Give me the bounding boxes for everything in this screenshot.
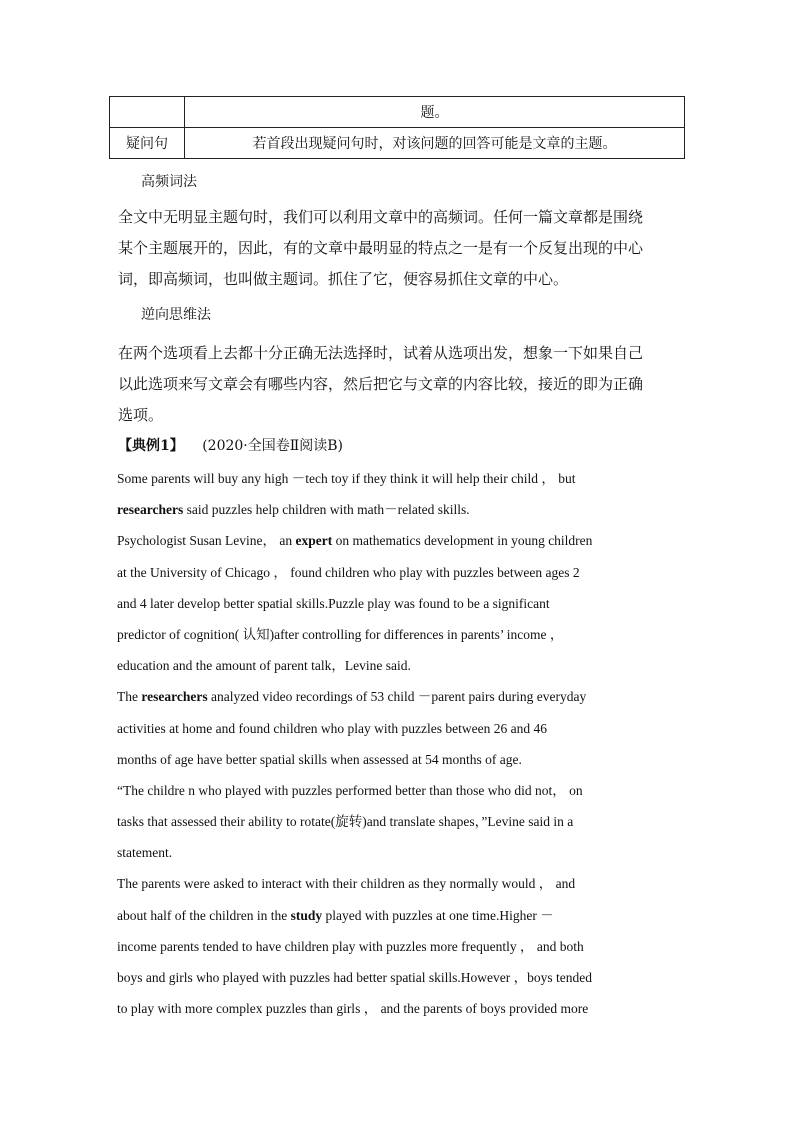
passage-line: months of age have better spatial skills when assessed at 54 months of age.: [117, 751, 522, 767]
table-cell-label: [110, 97, 185, 128]
passage-line: [117, 900, 677, 931]
passage-line: at the University of Chicago ， found children who play with puzzles between ages 2: [117, 564, 580, 580]
passage-line: statement.: [117, 845, 173, 861]
passage-line: tasks that assessed their ability to rotate(旋转)and translate shapes，”Levine said in a: [117, 814, 574, 830]
passage-line: boys and girls who played with puzzles had better spatial skills.However ，boys tended: [117, 970, 593, 985]
example-label: 【典例1】: [118, 438, 184, 454]
heading-high-frequency: 高频词法: [141, 174, 197, 190]
paragraph-line: 选项。: [118, 406, 164, 424]
comparison-table: [109, 96, 685, 159]
table-row: [110, 97, 685, 128]
passage-line: activities at home and found children who play with puzzles between 26 and 46: [117, 720, 548, 736]
passage-line: [117, 525, 677, 556]
passage-line: education and the amount of parent talk，Levine said.: [117, 658, 411, 674]
example-source: (2020·全国卷Ⅱ阅读B): [202, 438, 344, 454]
passage-text: said puzzles help children with math－related skills.: [183, 502, 470, 518]
passage-text: about half of the children in the: [117, 907, 291, 923]
passage-line: and 4 later develop better spatial skills.Puzzle play was found to be a significant: [117, 595, 550, 611]
paragraph-line: 在两个选项看上去都十分正确无法选择时，试着从选项出发，想象一下如果自己: [118, 344, 644, 362]
passage-line: Some parents will buy any high －tech toy if they think it will help their child ， but: [117, 471, 576, 486]
passage-text: Psychologist Susan Levine， an: [117, 533, 296, 549]
passage-text: played with puzzles at one time.Higher －: [322, 907, 554, 923]
paragraph-reverse-thinking: [118, 338, 678, 431]
reading-passage: [117, 463, 677, 1024]
example-header: [118, 435, 343, 455]
passage-text: on mathematics development in young children: [332, 533, 593, 549]
paragraph-line: 某个主题展开的，因此，有的文章中最明显的特点之一是有一个反复出现的中心: [118, 239, 644, 257]
table-cell-text: 题。: [185, 97, 685, 128]
passage-text: analyzed video recordings of 53 child －parent pairs during everyday: [207, 689, 587, 705]
table-cell-text: 若首段出现疑问句时，对该问题的回答可能是文章的主题。: [185, 128, 685, 159]
highlight-word: expert: [295, 533, 333, 549]
passage-line: [117, 494, 677, 525]
passage-line: The parents were asked to interact with their children as they normally would ， and: [117, 876, 576, 892]
passage-line: to play with more complex puzzles than girls ， and the parents of boys provided more: [117, 1001, 589, 1017]
passage-text: The: [117, 689, 142, 705]
highlight-word: study: [290, 907, 323, 923]
passage-line: predictor of cognition( 认知)after controlling for differences in parents’ income ，: [117, 626, 564, 642]
table-row: [110, 128, 685, 159]
paragraph-line: 词，即高频词，也叫做主题词。抓住了它，便容易抓住文章的中心。: [118, 270, 569, 288]
heading-reverse-thinking: 逆向思维法: [141, 307, 211, 323]
highlight-word: researchers: [117, 502, 184, 518]
passage-line: “The childre n who played with puzzles performed better than those who did not， on: [117, 782, 583, 798]
highlight-word: researchers: [141, 689, 208, 705]
table-cell-label: 疑问句: [110, 128, 185, 159]
passage-line: [117, 681, 677, 712]
paragraph-line: 全文中无明显主题句时，我们可以利用文章中的高频词。任何一篇文章都是围绕: [118, 208, 644, 226]
passage-line: income parents tended to have children play with puzzles more frequently ， and both: [117, 938, 584, 954]
paragraph-high-frequency: [118, 202, 678, 295]
paragraph-line: 以此选项来写文章会有哪些内容，然后把它与文章的内容比较，接近的即为正确: [118, 375, 644, 393]
